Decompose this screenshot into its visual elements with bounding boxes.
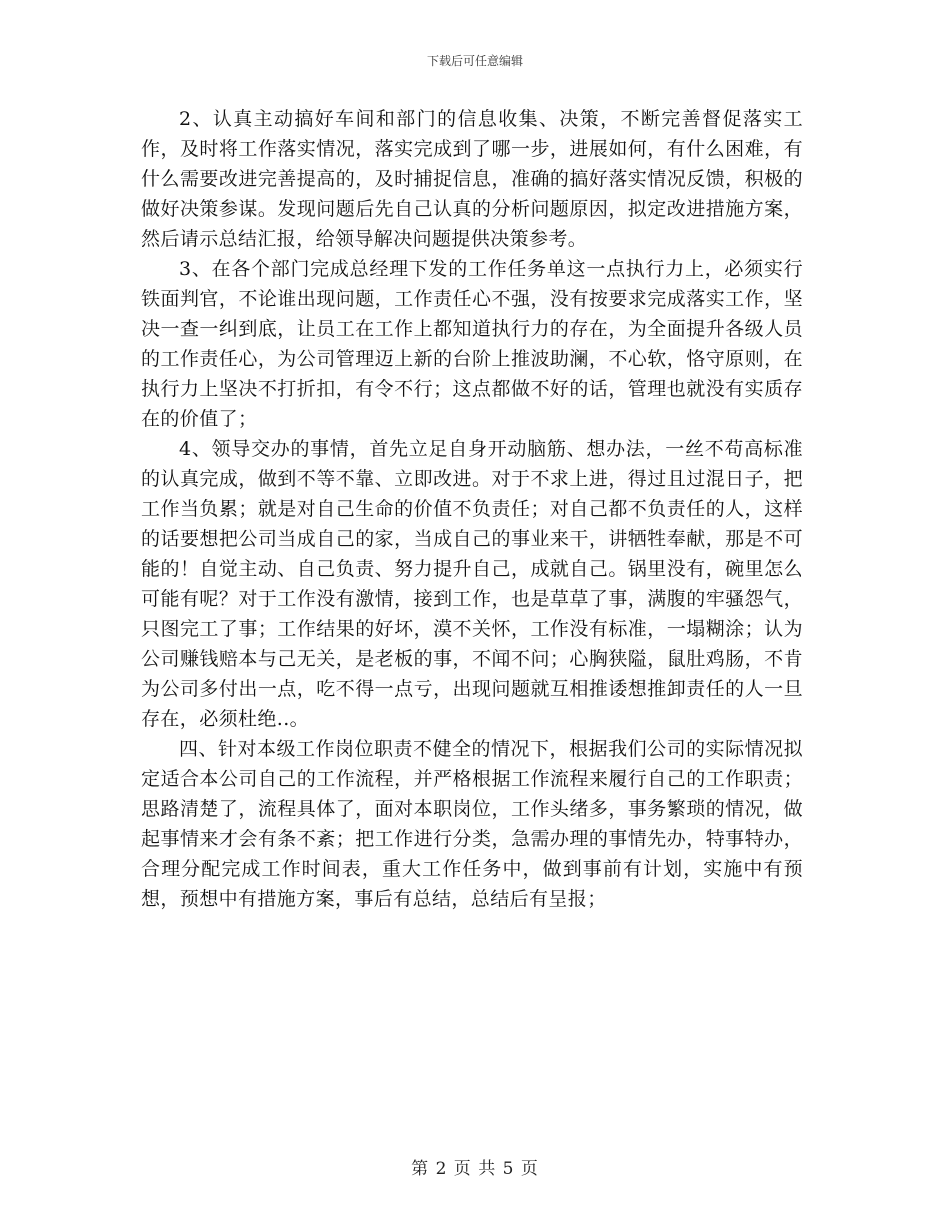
document-body: [141, 104, 803, 914]
page-header: 下载后可任意编辑: [426, 54, 523, 68]
page-number-footer: 第 2 页 共 5 页: [411, 1159, 539, 1179]
paragraph-item-3: 3、在各个部门完成总经理下发的工作任务单这一点执行力上，必须实行铁面判官，不论谁出现问题，工作责任心不强，没有按要求完成落实工作，坚决一查一纠到底，让员工在工作上都知道执行力的存在，为全面提升各级人员的工作责任心，为公司管理迈上新的台阶上推波助澜，不心软，恪守原则，在执行力上坚决不打折扣，有令不行；这点都做不好的话，管理也就没有实质存在的价值了；: [141, 258, 803, 430]
paragraph-item-2: 2、认真主动搞好车间和部门的信息收集、决策，不断完善督促落实工作，及时将工作落实情况，落实完成到了哪一步，进展如何，有什么困难，有什么需要改进完善提高的，及时捕捉信息，准确的搞好落实情况反馈，积极的做好决策参谋。发现问题后先自己认真的分析问题原因，拟定改进措施方案，然后请示总结汇报，给领导解决问题提供决策参考。: [141, 108, 803, 250]
paragraph-section-four: 四、针对本级工作岗位职责不健全的情况下，根据我们公司的实际情况拟定适合本公司自己的工作流程，并严格根据工作流程来履行自己的工作职责；思路清楚了，流程具体了，面对本职岗位，工作头绪多，事务繁琐的情况，做起事情来才会有条不紊；把工作进行分类，急需办理的事情先办，特事特办，合理分配完成工作时间表，重大工作任务中，做到事前有计划，实施中有预想，预想中有措施方案，事后有总结，总结后有呈报；: [141, 738, 803, 910]
paragraph-item-4: 4、领导交办的事情，首先立足自身开动脑筋、想办法，一丝不苟高标准的认真完成，做到不等不靠、立即改进。对于不求上进，得过且过混日子，把工作当负累；就是对自己生命的价值不负责任；对自己都不负责任的人，这样的话要想把公司当成自己的家，当成自己的事业来干，讲牺牲奉献，那是不可能的！自觉主动、自己负责、努力提升自己，成就自己。锅里没有，碗里怎么可能有呢？对于工作没有激情，接到工作，也是草草了事，满腹的牢骚怨气，只图完工了事；工作结果的好坏，漠不关怀，工作没有标准，一塌糊涂；认为公司赚钱赔本与己无关，是老板的事，不闻不问；心胸狭隘，鼠肚鸡肠，不肯为公司多付出一点，吃不得一点亏，出现问题就互相推诿想推卸责任的人一旦存在，必须杜绝..。: [141, 438, 803, 730]
